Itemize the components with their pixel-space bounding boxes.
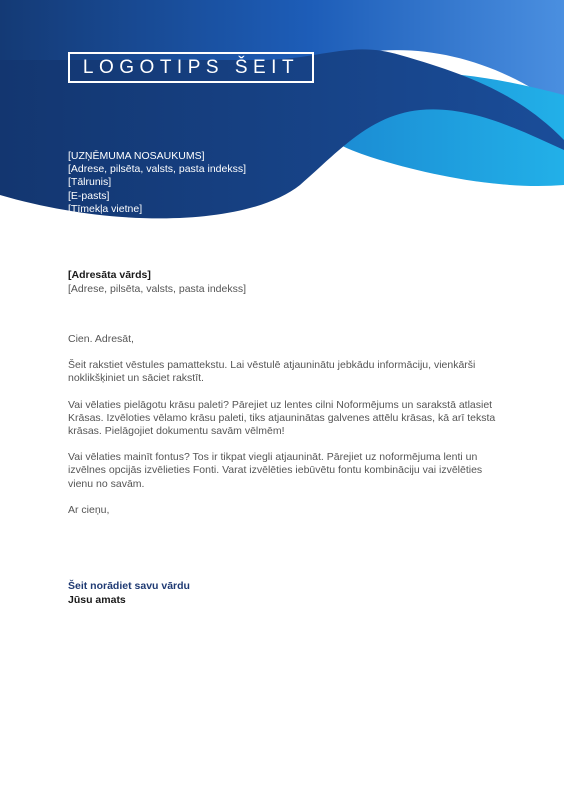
signature-name[interactable]: Šeit norādiet savu vārdu xyxy=(68,580,190,592)
body-paragraph-3[interactable]: Vai vēlaties mainīt fontus? Tos ir tikpat viegli atjaunināt. Pārejiet uz noformējuma lenti un izvēlnes opcijās izvēlieties Fonti. Varat izvēlēties iebūvētu fontu kombināciju vai izvēlēties vienu no savām. xyxy=(68,451,483,490)
company-phone[interactable]: [Tālrunis] xyxy=(68,176,112,189)
company-address[interactable]: [Adrese, pilsēta, valsts, pasta indekss] xyxy=(68,163,247,176)
logo-text: LOGOTIPS ŠEIT xyxy=(82,56,300,78)
body-paragraph-2[interactable]: Vai vēlaties pielāgotu krāsu paleti? Pārejiet uz lentes cilni Noformējums un sarakstā atlasiet Krāsas. Izvēloties vēlamo krāsu paleti, tiks atjauninātas galvenes attēlu krāsas, kā arī teksta krāsas. Pielāgojiet dokumentu savām vēlmēm! xyxy=(68,398,496,438)
closing[interactable]: Ar cieņu, xyxy=(68,503,110,516)
recipient-address[interactable]: [Adrese, pilsēta, valsts, pasta indekss] xyxy=(68,283,247,295)
company-website[interactable]: [Tīmekļa vietne] xyxy=(68,202,143,215)
recipient-name[interactable]: [Adresāta vārds] xyxy=(68,269,151,281)
company-email[interactable]: [E-pasts] xyxy=(68,189,110,202)
recipient-block xyxy=(68,268,246,296)
company-name[interactable]: [UZŅĒMUMA NOSAUKUMS] xyxy=(68,150,205,162)
logo-placeholder[interactable] xyxy=(68,52,314,83)
signature-title[interactable]: Jūsu amats xyxy=(68,593,126,606)
letter-body xyxy=(68,333,500,530)
signature-block xyxy=(68,580,190,607)
company-info xyxy=(68,150,246,216)
salutation[interactable]: Cien. Adresāt, xyxy=(68,333,134,345)
body-paragraph-1[interactable]: Šeit rakstiet vēstules pamattekstu. Lai vēstulē atjauninātu jebkādu informāciju, vienkārši noklikšķiniet un sāciet rakstīt. xyxy=(68,359,476,385)
